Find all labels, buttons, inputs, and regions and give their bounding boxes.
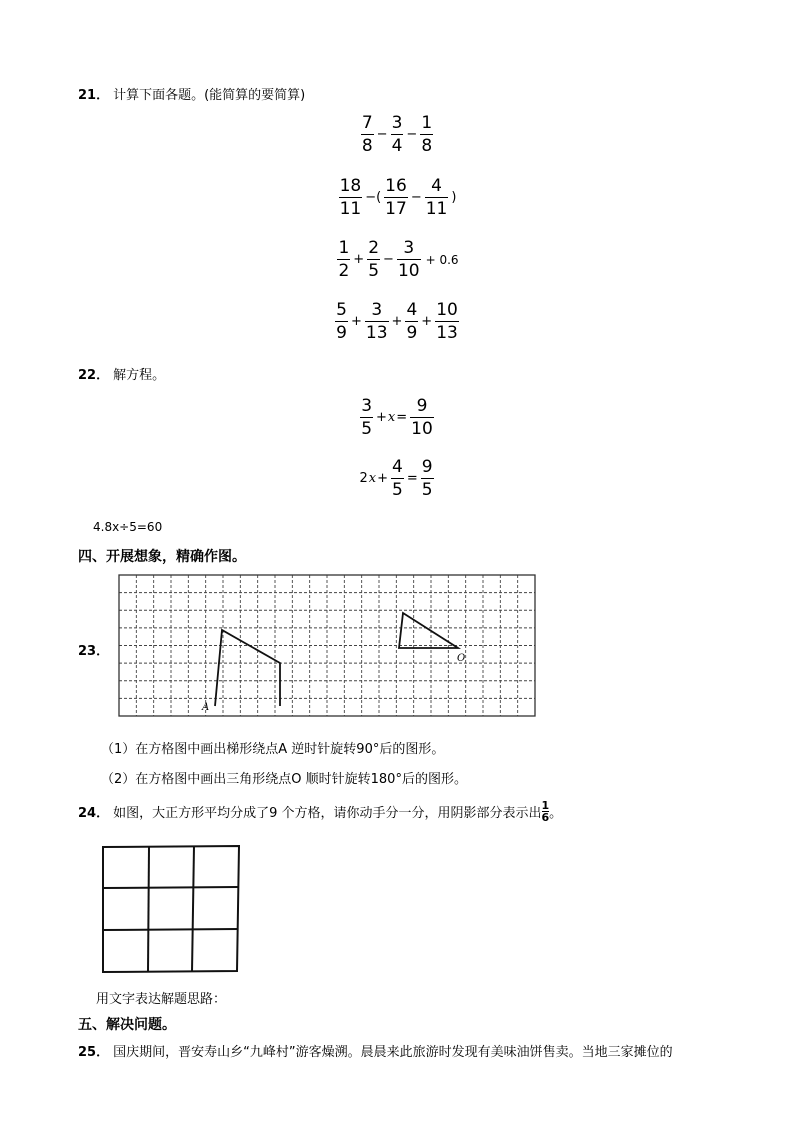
question-text: 解方程。 bbox=[113, 368, 166, 383]
equation-3: 4.8x÷5=60 bbox=[93, 520, 163, 534]
fraction: $\frac{2}{5}$ bbox=[368, 238, 380, 281]
section-5-title: 五、解决问题。 bbox=[78, 1017, 176, 1033]
expression-1: $\frac{7}{8}$ − $\frac{3}{4}$ − $\frac{1}{8}$ bbox=[361, 113, 433, 156]
fraction: $\frac{5}{9}$ bbox=[336, 300, 347, 343]
fraction: $\frac{10}{13}$ bbox=[436, 300, 458, 343]
section-4-title: 四、开展想象，精确作图。 bbox=[78, 549, 246, 565]
fraction: $\frac{3}{13}$ bbox=[365, 300, 388, 343]
question-23-number: 23． bbox=[78, 644, 110, 659]
trapezoid-shape bbox=[215, 630, 280, 706]
rotation-grid bbox=[108, 570, 540, 722]
q23-subquestion-2: （2）在方格图中画出三角形绕点O 顺时针旋转180°后的图形。 bbox=[101, 772, 467, 787]
fraction: $\frac{9}{5}$ bbox=[421, 457, 433, 500]
nine-square-grid[interactable] bbox=[100, 843, 245, 976]
fraction: $\frac{4}{5}$ bbox=[391, 457, 403, 500]
question-number: 22． bbox=[78, 368, 110, 383]
fraction: $\frac{3}{10}$ bbox=[397, 238, 420, 281]
fraction: $\frac{9}{10}$ bbox=[411, 396, 433, 439]
equation-2: 2 x + $\frac{4}{5}$ = $\frac{9}{5}$ bbox=[359, 457, 433, 500]
question-text: 国庆期间，晋安寿山乡“九峰村”游客燥溯。晨晨来此旅游时发现有美味油饼售卖。当地三家摊位的 bbox=[113, 1045, 673, 1060]
question-21 bbox=[78, 84, 305, 103]
question-number: 21． bbox=[78, 88, 110, 103]
question-25 bbox=[78, 1041, 673, 1060]
question-22 bbox=[78, 364, 165, 383]
fraction: $\frac{3}{5}$ bbox=[361, 396, 373, 439]
question-24: 24． 如图，大正方形平均分成了9 个方格，请你动手分一分，用阴影部分表示出 $\frac{1}{6}$ 。 bbox=[78, 799, 563, 824]
equation-1: $\frac{3}{5}$ + x = $\frac{9}{10}$ bbox=[361, 396, 433, 439]
fraction: $\frac{1}{2}$ bbox=[338, 238, 350, 281]
expression-3: $\frac{1}{2}$ + $\frac{2}{5}$ − $\frac{3}{10}$ + 0.6 bbox=[338, 238, 459, 281]
triangle-shape bbox=[399, 613, 458, 648]
q23-subquestion-1: （1）在方格图中画出梯形绕点A 逆时针旋转90°后的图形。 bbox=[101, 742, 445, 757]
fraction: $\frac{4}{9}$ bbox=[406, 300, 418, 343]
fraction: $\frac{16}{17}$ bbox=[385, 176, 407, 219]
question-text: 计算下面各题。(能简算的要简算) bbox=[113, 88, 306, 103]
fraction: $\frac{4}{11}$ bbox=[425, 176, 448, 219]
label-O: O bbox=[457, 653, 466, 664]
expression-4: $\frac{5}{9}$ + $\frac{3}{13}$ + $\frac{4}{9}$ + $\frac{10}{13}$ bbox=[336, 300, 458, 343]
fraction: $\frac{3}{4}$ bbox=[391, 113, 403, 156]
fraction: $\frac{7}{8}$ bbox=[361, 113, 373, 156]
label-A: A bbox=[202, 702, 210, 713]
q24-explain-prompt: 用文字表达解题思路： bbox=[96, 992, 227, 1007]
question-number: 25． bbox=[78, 1045, 110, 1060]
fraction: $\frac{1}{8}$ bbox=[421, 113, 433, 156]
expression-2: $\frac{18}{11}$ −( $\frac{16}{17}$ − $\frac{4}{11}$ ) bbox=[339, 176, 457, 219]
fraction: $\frac{18}{11}$ bbox=[339, 176, 362, 219]
fraction: $\frac{1}{6}$ bbox=[541, 799, 550, 824]
